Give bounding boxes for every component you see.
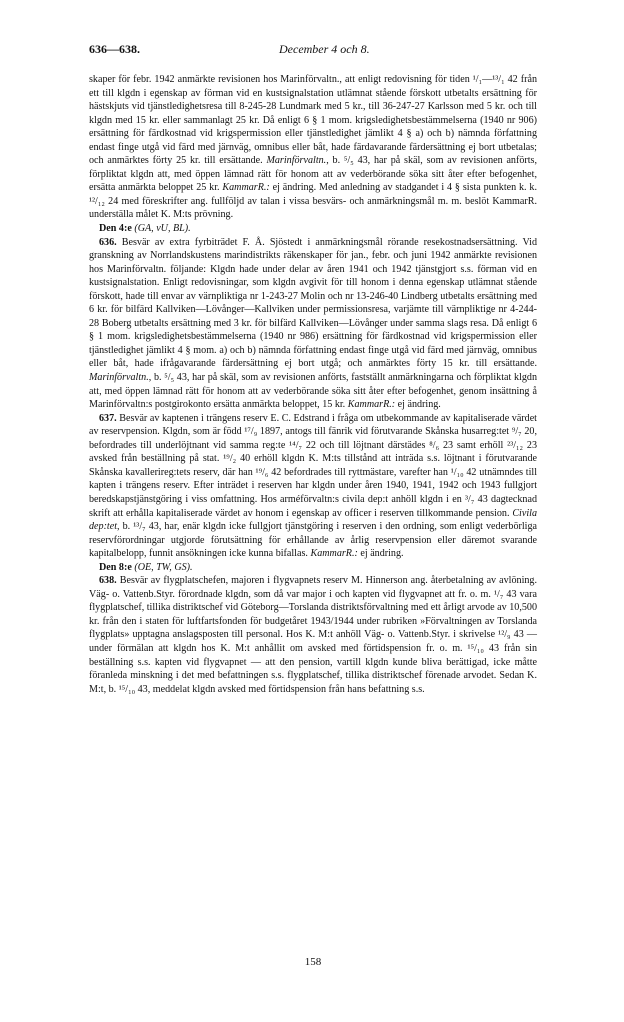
case-637: 637. Besvär av kaptenen i trängens reserv E. C. Edstrand i fråga om utbekommande av kapitaliserade värdet av reservpension. Klgdn, som är född ¹⁷/₉ 1897, antogs till fänrik vid förutvarande Skånska husarreg:tet ⁹/₇ 20, befordrades till underlöjtnant vid samma reg:te ¹⁴/₇ 22 och till löjtnant därstädes ⁸/₆ 23 samt erhöll ²³/₁₂ 23 avsked från beställning på stat. ¹⁹/₂ 40 erhöll klgdn K. M:ts tillstånd att inträda s.s. löjtnant i förutvarande Skånska kavallerireg:tets reserv, där han ¹⁹/₆ 42 befordrades till ryttmästare, varefter han ¹/₁₀ 42 utnämndes till kapten i trängens reserv. Efter inträdet i reserven har klgdn under åren 1940, 1941, 1942 och 1943 fullgjort beredskapstjänstgöring i viss omfattning. Hos arméförvaltn:s civila dep:t anhöll klgdn i en ³/₇ 43 dagtecknad skrift att erhålla kapitaliserade värdet av honom i egenskap av officer i reserven tillkommande pension. Civila dep:tet, b. ¹³/₇ 43, har, enär klgdn icke fullgjort tjänstgöring i reserven i den ordning, som enligt vederbörliga reservförordningar utgjorde förutsättning för erhållande av årlig reservpension eller däremot svarande kapitalbelopp, funnit ansökningen icke kunna bifallas. KammarR.: ej ändring. <box>89 412 537 560</box>
case-number: 636. <box>99 236 117 248</box>
session-heading: Den 8:e (OE, TW, GS). <box>99 561 193 573</box>
page-number: 158 <box>304 956 322 968</box>
session-members: (GA, vU, BL). <box>134 223 191 235</box>
case-636: 636. Besvär av extra fyrbiträdet F. Å. Sjöstedt i anmärkningsmål rörande resekostnadsersättning. Vid granskning av Norrlandskustens marindistrikts räkenskaper för jan., febr. och juni 1942 anmärkte revisionen hos Marinförvaltn. följande: Klgdn hade under delar av åren 1941 och 1942 tjänstgjort s.s. förman vid en kustsignalstation. Enligt redovisningar, som klgdn avgivit för till honom i denna egenskap utlämnat stående förskott, hade till envar av värnpliktiga nr 1-243-27 Molin och nr 13-246-40 Lindberg utbetalts ersättning med 6 kr. för bilfärd Kallviken—Lövånger—Kallviken under permissionsresa, varjämte till värnpliktige nr 4-244-28 Boberg utbetalts ersättning med 3 kr. för bilfärd Kallviken—Lövånger under samma slags resa. Då enligt 6 § 1 mom. krigsledighetsbestämmelserna (1940 nr 986) ersättning för färdkostnad vid krigspermission eller tjänstledighet jämlikt 4 § mom. a) och b) nämnda författning endast finge utgå vid färd med järnväg, omnibus eller båt, hade ifrågavarande färdersättning ej bort utgå; och anmärktes förty 15 kr. till ersättande. Marinförvaltn., b. ⁵/₅ 43, har på skäl, som av revisionen anförts, fastställt anmärkningarna och förpliktat klgdn att, med öppen lämnad rätt för honom att av vederbörande söka sitt åter efter befogenhet, genom insättning å Marinförvaltn:s postgirokonto ersätta anmärkta beloppet, 15 kr. KammarR.: ej ändring. <box>89 236 537 411</box>
ref-marinforvaltn: Marinförvaltn. <box>89 372 149 384</box>
document-page <box>89 42 537 968</box>
case-number: 638. <box>99 575 117 587</box>
case-range: 636—638. <box>89 42 140 56</box>
ref-kammarratten: KammarR.: <box>310 548 358 560</box>
paragraph-intro: skaper för febr. 1942 anmärkte revisionen hos Marinförvaltn., att enligt redovisning för tiden ¹/₁—¹³/₁ 42 från ett till klgdn i egenskap av förman vid en kustsignalstation utlämnat stående förskott utbetalts ersättning för hästskjuts vid tjänstledighetsresa till 8-245-28 Lundmark med 5 kr., till 36-247-27 Karlsson med 5 kr. och till klgdn med 15 kr. eller sammanlagt 25 kr. Då enligt 6 § 1 mom. krigsledighetsbestämmelserna (1940 nr 906) ersättning för färdkostnad vid krigspermission eller tjänstledighet jämlikt 4 § a) och b) nämnda författning endast finge utgå vid färd med järnväg, omnibus eller båt, hade färdavarande färdersättning ej bort utbetalas; och anmärktes förty 25 kr. till ersättande. Marinförvaltn., b. ⁵/₅ 43, har på skäl, som av revisionen anförts, förpliktat klgdn att, med öppen lämnad rätt för honom att av vederbörande söka sitt åter efter befogenhet, ersätta anmärkta beloppet 25 kr. KammarR.: ej ändring. Med anledning av stadgandet i 4 § sista punkten k. k. ¹²/₁₂ 24 med föreskrifter ang. fullföljd av talan i vissa besvärs- och anmärkningsmål m. m. beslöt KammarR. underställa målet K. M:ts prövning. <box>89 74 537 221</box>
running-header <box>89 42 537 60</box>
ref-marinforvaltn: Marinförvaltn. <box>266 155 327 167</box>
body-text <box>89 73 537 696</box>
case-number: 637. <box>99 412 117 424</box>
ref-civila-dep: Civila dep:tet <box>89 507 537 533</box>
ref-kammarratten: KammarR.: <box>347 399 396 411</box>
session-heading: Den 4:e (GA, vU, BL). <box>99 223 191 235</box>
case-638: 638. Besvär av flygplatschefen, majoren i flygvapnets reserv M. Hinnerson ang. återbetalning av avlöning. Väg- o. Vattenb.Styr. förordnade klgdn, som då var major i och kapten vid flygvapnet att fr. o. m. ¹/₇ 43 vara flygplatschef, tillika distriktschef vid Göteborg—Torslanda distriktsförvaltning med ett årligt arvode av 10,500 kr. från den i staten för luftfartsfonden för budgetåret 1943/1944 under rubriken »Förvaltningen av Torslanda flygplats» upptagna anslagsposten till personal. Hos K. M:t anhöll Väg- o. Vattenb.Styr. i skrivelse ¹²/₉ 43 — under förmälan att klgdn hos K. M:t anhållit om avsked med förtidspension fr. o. m. ¹⁵/₁₀ 43 från sin beställning s.s. kapten vid flygvapnet — att den pension, vartill klgdn kunde bliva berättigad, icke måtte föranleda minskning i det med befattningen s.s. flygplatschef, tillika distriktschef förenade arvodet. Sedan K. M:t, b. ¹⁵/₁₀ 43, meddelat klgdn avsked med förtidspension från hans befattning s.s. <box>89 575 537 695</box>
ref-kammarratten: KammarR.: <box>222 182 270 194</box>
session-members: (OE, TW, GS). <box>134 561 193 573</box>
header-date: December 4 och 8. <box>279 42 370 56</box>
